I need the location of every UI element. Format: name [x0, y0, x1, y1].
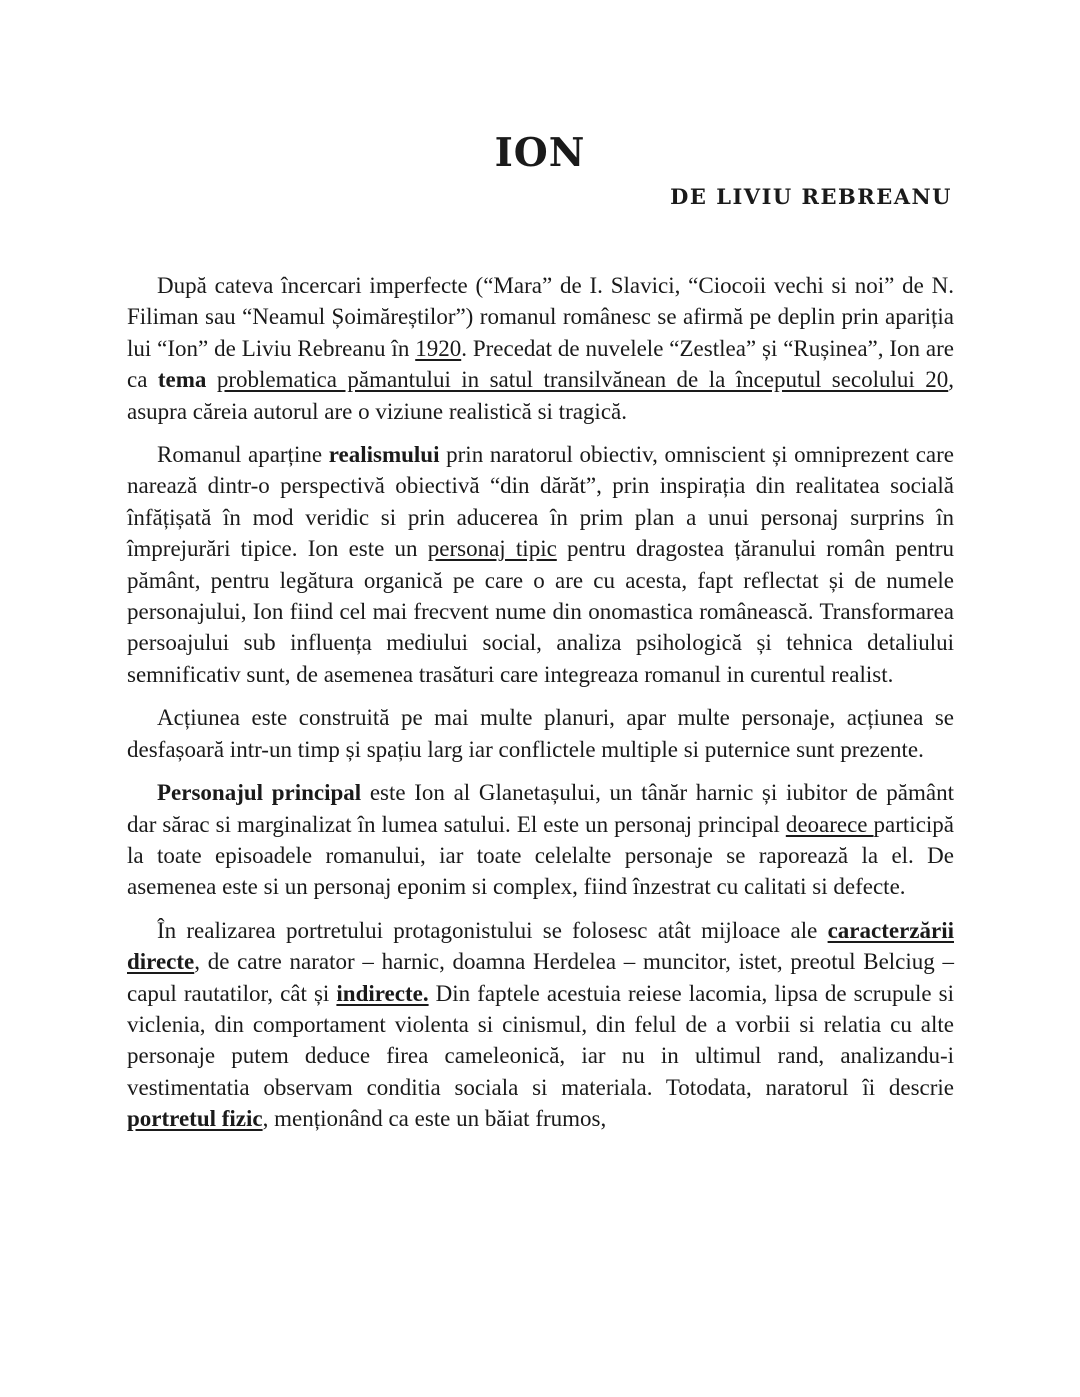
text-span: este Ion al Glanetașului, un tânăr harnic și iubitor de pământ dar sărac si marginalizat în lumea satului. El este un personaj principal — [127, 780, 954, 837]
text-span: , menționând ca este un băiat frumos, — [262, 1106, 607, 1132]
text-span — [206, 367, 216, 392]
text-span: prin naratorul obiectiv, omniscient și omniprezent care narează dintr-o perspectivă obiectivă “din dărăt”, prin inspirația din realitatea socială înfățișată în mod veridic si prin aducerea în prim plan a unui personaj surprins în împrejurări tipice. Ion este un — [127, 442, 954, 562]
text-span: După cateva încercari imperfecte (“Mara” de I. Slavici, “Ciocoii vechi si noi” de N. Filiman sau “Neamul Șoimăreștilor”) romanul românesc se afirmă pe deplin prin apariția lui “Ion” de Liviu Rebreanu în — [127, 273, 954, 361]
year-underlined: 1920 — [415, 335, 462, 361]
tema-bold: tema — [157, 367, 207, 393]
text-span: participă la toate episoadele romanului, iar toate celelalte personaje se raporează la el. De asemenea este si un personaj eponim si complex, fiind înzestrat cu calitati si defecte. — [127, 811, 955, 900]
paragraph-intro — [127, 270, 954, 427]
main-character-bold: Personajul principal — [157, 780, 362, 806]
direct-characterization-bold-underlined: caracterzării directe — [127, 917, 954, 975]
text-span: Romanul aparține — [157, 442, 329, 468]
document-author: DE LIVIU REBREANU — [670, 184, 952, 209]
text-span: Din faptele acestuia reiese lacomia, lipsa de scrupule si viclenia, din comportament violenta si cinismul, din felul de a vorbii si relatia cu alte personaje putem deduce firea cameleonică, iar nu in ultimul rand, analizandu-i vestimentatia observam conditia sociala si materiala. Totodata, naratorul îi descrie — [127, 980, 954, 1100]
paragraph-main-character — [127, 777, 954, 903]
text-span: În realizarea portretului protagonistului se folosesc atât mijloace ale — [157, 917, 828, 943]
paragraph-portrait — [127, 915, 954, 1135]
deoarece-underlined: deoarece — [785, 811, 874, 837]
text-span: pentru dragostea țăranului român pentru pământ, pentru legătura organică pe care o are cu acesta, fapt reflectat și de numele personajului, Ion fiind cel mai frecvent nume din onomastica românească. Transformarea persoajului sub influența mediului social, analiza psihologică și tehnica detaliului semnificativ sunt, de asemenea trasături care integreaza romanul in curentul realist. — [127, 536, 955, 687]
physical-portrait-bold-underlined: portretul fizic — [127, 1106, 263, 1132]
text-span: , asupra căreia autorul are o viziune realistică si tragică. — [127, 367, 955, 424]
paragraph-action: Acțiunea este construită pe mai multe planuri, apar multe personaje, acțiunea se desfașoară intr-un timp și spațiu larg iar conflictele multiple si puternice sunt prezente. — [127, 705, 954, 762]
text-span: . Precedat de nuvelele “Zestlea” și “Rușinea”, Ion are ca — [127, 335, 954, 393]
theme-underlined: problematica pămantului in satul transilvănean de la începutul secolului 20 — [216, 367, 949, 393]
paragraph-realism — [127, 439, 954, 690]
typical-character-underlined: personaj tipic — [427, 536, 557, 562]
realism-bold: realismului — [328, 442, 440, 468]
document-body — [127, 270, 954, 1147]
document-title: ION — [494, 130, 586, 176]
indirect-bold-underlined: indirecte. — [336, 980, 429, 1006]
text-span: , de catre narator – harnic, doamna Herdelea – muncitor, istet, preotul Belciug – capul rautatilor, cât și — [127, 949, 954, 1006]
